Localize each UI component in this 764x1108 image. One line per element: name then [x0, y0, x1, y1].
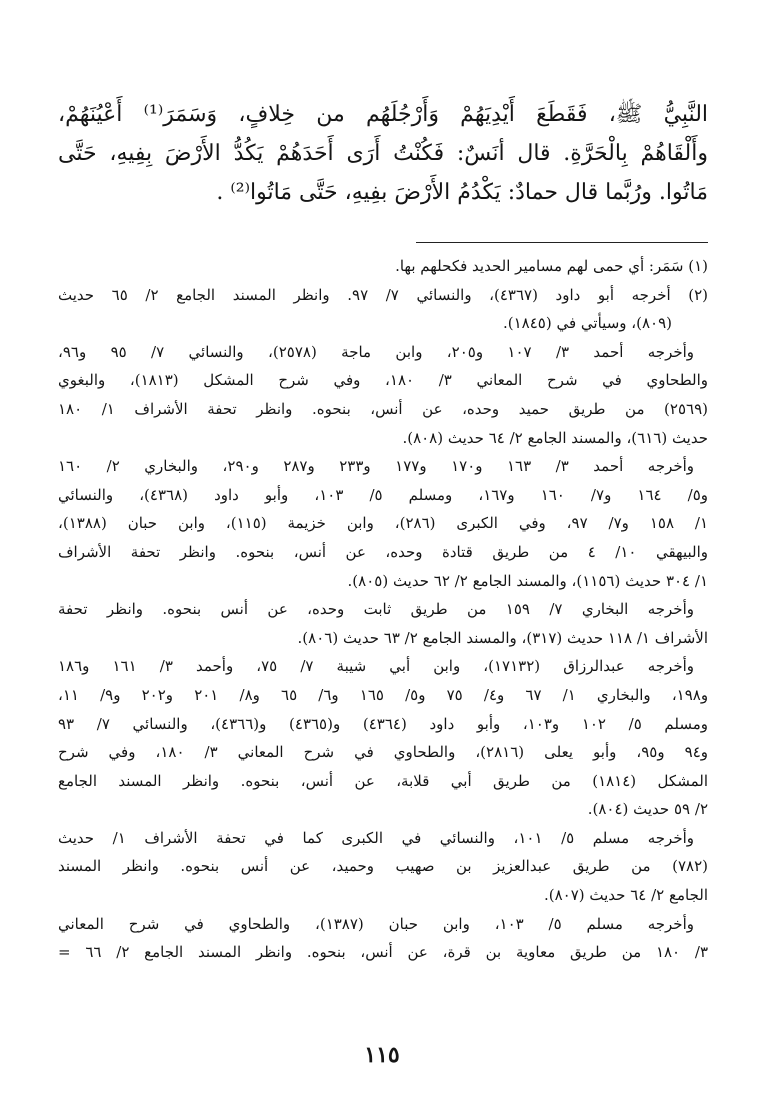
footnote-2-line: ومسلم ٥/ ١٠٢ و١٠٣، وأبو داود (٤٣٦٤) و(٤٣٦٥) و(٤٣٦٦)، والنسائي ٧/ ٩٣: [58, 714, 708, 733]
footnote-2-line: وأخرجه أحمد ٣/ ١٦٣ و١٧٠ و١٧٧ و٢٣٣ و٢٨٧ و٢٩٠، والبخاري ٢/ ١٦٠: [58, 457, 695, 476]
footnote-1: (١) سَمَر: أي حمى لهم مسامير الحديد فكحلهم بها.: [395, 257, 708, 275]
footnote-2-line: و١٩٨، والبخاري ١/ ٦٧ و٤/ ٧٥ و٥/ ١٦٥ و٦/ ٦٥ و٨/ ٢٠١ و٢٠٢ و٩/ ١١،: [58, 685, 708, 704]
footnote-2-line: (٢٥٦٩) من طريق حميد وحده، عن أنس، بنحوه. وانظر تحفة الأشراف ١/ ١٨٠: [58, 399, 708, 418]
main-text-block: [58, 95, 708, 212]
main-text-line-3: مَاتُوا. ورُبَّما قال حمادٌ: يَكْدُمُ الأَرْضَ بفِيهِ، حَتَّى مَاتُوا⁽²⁾ .: [216, 180, 708, 205]
footnote-divider: [416, 242, 708, 243]
footnote-2-line: ١/ ١٥٨ و٧/ ٩٧، وفي الكبرى (٢٨٦)، وابن خزيمة (١١٥)، وابن حبان (١٣٨٨)،: [58, 514, 708, 533]
footnote-2-line: حديث (٦١٦)، والمسند الجامع ٢/ ٦٤ حديث (٨٠٨).: [402, 428, 708, 447]
footnote-2-line: والبيهقي ١٠/ ٤ من طريق قتادة وحده، عن أنس، بنحوه. وانظر تحفة الأشراف: [58, 542, 708, 561]
footnote-2-line: الجامع ٢/ ٦٤ حديث (٨٠٧).: [543, 886, 708, 905]
footnote-2-line: و٩٤ و٩٥، وأبو يعلى (٢٨١٦)، والطحاوي في شرح المعاني ٣/ ١٨٠، وفي شرح: [58, 743, 708, 762]
page-number: ١١٥: [364, 1042, 400, 1068]
footnote-2-line: وأخرجه البخاري ٧/ ١٥٩ من طريق ثابت وحده، عن أنس بنحوه. وانظر تحفة: [58, 600, 694, 619]
footnote-2-line: وأخرجه مسلم ٥/ ١٠٣، وابن حبان (١٣٨٧)، والطحاوي في شرح المعاني: [58, 914, 694, 933]
footnote-2-line: والطحاوي في شرح المعاني ٣/ ١٨٠، وفي شرح المشكل (١٨١٣)، والبغوي: [58, 371, 708, 390]
main-text-line-2: وأَلْقَاهُمْ بِالْحَرَّةِ. قال أنَسٌ: فَكُنْتُ أَرَى أَحَدَهُمْ يَكُدُّ الأَرْضَ بِفِيهِ، حَتَّى: [58, 141, 708, 166]
main-text-line-1: النَّبِيُّ ﷺ، فَقَطَعَ أَيْدِيَهُمْ وَأَرْجُلَهُم من خِلافٍ، وَسَمَرَ⁽¹⁾ أَعْيُنَهُمْ،: [58, 102, 708, 127]
footnote-2-line: ٣/ ١٨٠ من طريق معاوية بن قرة، عن أنس، بنحوه. وانظر المسند الجامع ٢/ ٦٦ =: [58, 943, 708, 962]
footnote-2-line: ١/ ٣٠٤ حديث (١١٥٦)، والمسند الجامع ٢/ ٦٢ حديث (٨٠٥).: [347, 571, 708, 590]
footnote-2-line: وأخرجه مسلم ٥/ ١٠١، والنسائي في الكبرى كما في تحفة الأشراف ١/ حديث: [58, 828, 694, 847]
footnote-2-line: الأشراف ١/ ١١٨ حديث (٣١٧)، والمسند الجامع ٢/ ٦٣ حديث (٨٠٦).: [297, 628, 708, 647]
footnote-2-line: (٧٨٢) من طريق عبدالعزيز بن صهيب وحميد، عن أنس بنحوه. وانظر المسند: [58, 857, 708, 876]
footnotes-block: [58, 252, 708, 967]
footnote-2-line: وأخرجه أحمد ٣/ ١٠٧ و٢٠٥، وابن ماجة (٢٥٧٨)، والنسائي ٧/ ٩٥ و٩٦،: [58, 342, 695, 361]
footnote-2-line: ٢/ ٥٩ حديث (٨٠٤).: [587, 800, 708, 819]
footnote-2-line: (٢) أخرجه أبو داود (٤٣٦٧)، والنسائي ٧/ ٩٧. وانظر المسند الجامع ٢/ ٦٥ حديث: [58, 285, 708, 304]
footnote-2-line: المشكل (١٨١٤) من طريق أبي قلابة، عن أنس، بنحوه. وانظر المسند الجامع: [58, 771, 708, 790]
footnote-2-line: و٥/ ١٦٤ و٧/ ١٦٠ و١٦٧، ومسلم ٥/ ١٠٣، وأبو داود (٤٣٦٨)، والنسائي: [58, 485, 708, 504]
footnote-2-line: (٨٠٩)، وسيأتي في (١٨٤٥).: [503, 314, 672, 333]
footnote-2-line: وأخرجه عبدالرزاق (١٧١٣٢)، وابن أبي شيبة ٧/ ٧٥، وأحمد ٣/ ١٦١ و١٨٦: [58, 657, 695, 676]
